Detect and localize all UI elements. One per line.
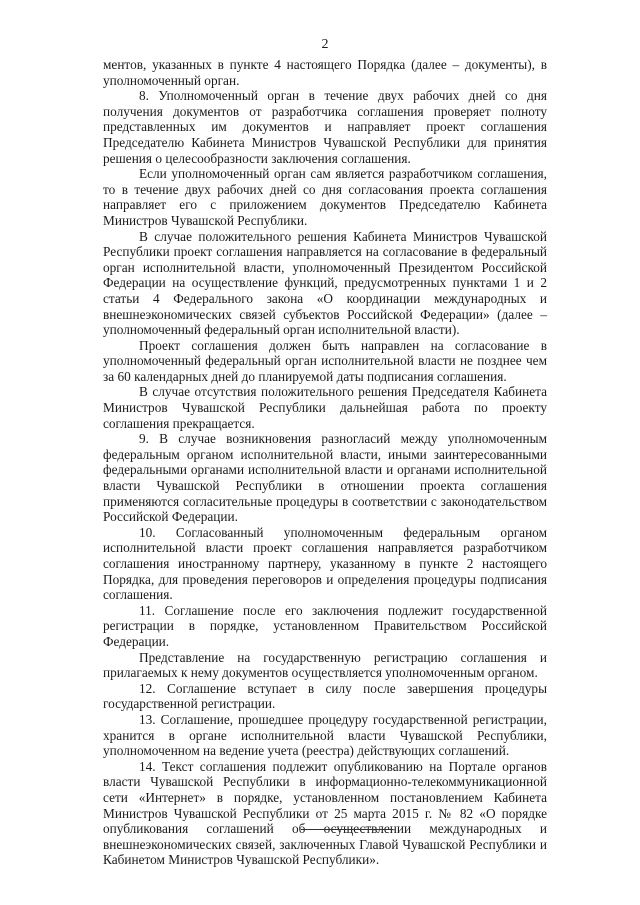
paragraph-item-13: 13. Соглашение, прошедшее процедуру государственной регистрации, хранится в органе исполнительной власти Чувашской Республики, уполномоченном на ведение учета (реестра) действующих соглашений. bbox=[103, 711, 547, 759]
paragraph-registration-submission: Представление на государственную регистрацию соглашения и прилагаемых к нему документов осуществляется уполномоченным органом. bbox=[103, 649, 547, 681]
paragraph-positive-decision: В случае положительного решения Кабинета Министров Чувашской Республики проект соглашения направляется на согласование в федеральный орган исполнительной власти, уполномоченный Президентом Российской Федерации на осуществление функций, предусмотренных пунктами 1 и 2 статьи 4 Федерального закона «О координации международных и внешнеэкономических связей субъектов Российской Федерации» (далее – уполномоченный федеральный орган исполнительной власти). bbox=[103, 228, 547, 338]
page-number: 2 bbox=[321, 37, 329, 52]
paragraph-item-14: 14. Текст соглашения подлежит опубликованию на Портале органов власти Чувашской Республики в информационно-телекоммуникационной сети «Интернет» в порядке, установленном постановлением Кабинета Министров Чувашской Республики от 25 марта 2015 г. № 82 «О порядке опубликования соглашений об осуществлении международных и внешнеэкономических связей, заключенных Главой Чувашской Республики и Кабинетом Министров Чувашской Республики». bbox=[103, 758, 547, 868]
paragraph-deadline: Проект соглашения должен быть направлен на согласование в уполномоченный федеральный орган исполнительной власти не позднее чем за 60 календарных дней до планируемой даты подписания соглашения. bbox=[103, 337, 547, 384]
end-divider-line bbox=[301, 829, 393, 830]
paragraph-item-8: 8. Уполномоченный орган в течение двух рабочих дней со дня получения документов от разработчика соглашения проверяет полноту представленных им документов и направляет проект соглашения Председателю Кабинета Министров Чувашской Республики для принятия решения о целесообразности заключения соглашения. bbox=[103, 88, 547, 166]
paragraph-no-decision: В случае отсутствия положительного решения Председателя Кабинета Министров Чувашской Республики дальнейшая работа по проекту соглашения прекращается. bbox=[103, 384, 547, 431]
document-page bbox=[103, 0, 547, 905]
paragraph-item-10: 10. Согласованный уполномоченным федеральным органом исполнительной власти проект соглашения направляется разработчиком соглашения иностранному партнеру, указанному в пункте 2 настоящего Порядка, для проведения переговоров и определения процедуры подписания соглашения. bbox=[103, 524, 547, 603]
paragraph-item-12: 12. Соглашение вступает в силу после завершения процедуры государственной регистрации. bbox=[103, 680, 547, 712]
paragraph-developer-self: Если уполномоченный орган сам является разработчиком соглашения, то в течение двух рабочих дней со дня согласования проекта соглашения направляет его с приложением документов Председателю Кабинета Министров Чувашской Республики. bbox=[103, 166, 547, 228]
paragraph-item-9: 9. В случае возникновения разногласий между уполномоченным федеральным органом исполнительной власти, иными заинтересованными федеральными органами исполнительной власти и органами исполнительной власти Чувашской Республики в отношении проекта соглашения применяются согласительные процедуры в соответствии с законодательством Российской Федерации. bbox=[103, 431, 547, 525]
document-body bbox=[103, 57, 547, 868]
paragraph-item-11: 11. Соглашение после его заключения подлежит государственной регистрации в порядке, установленном Правительством Российской Федерации. bbox=[103, 602, 547, 649]
paragraph-continuation: ментов, указанных в пункте 4 настоящего Порядка (далее – документы), в уполномоченный орган. bbox=[103, 57, 547, 88]
